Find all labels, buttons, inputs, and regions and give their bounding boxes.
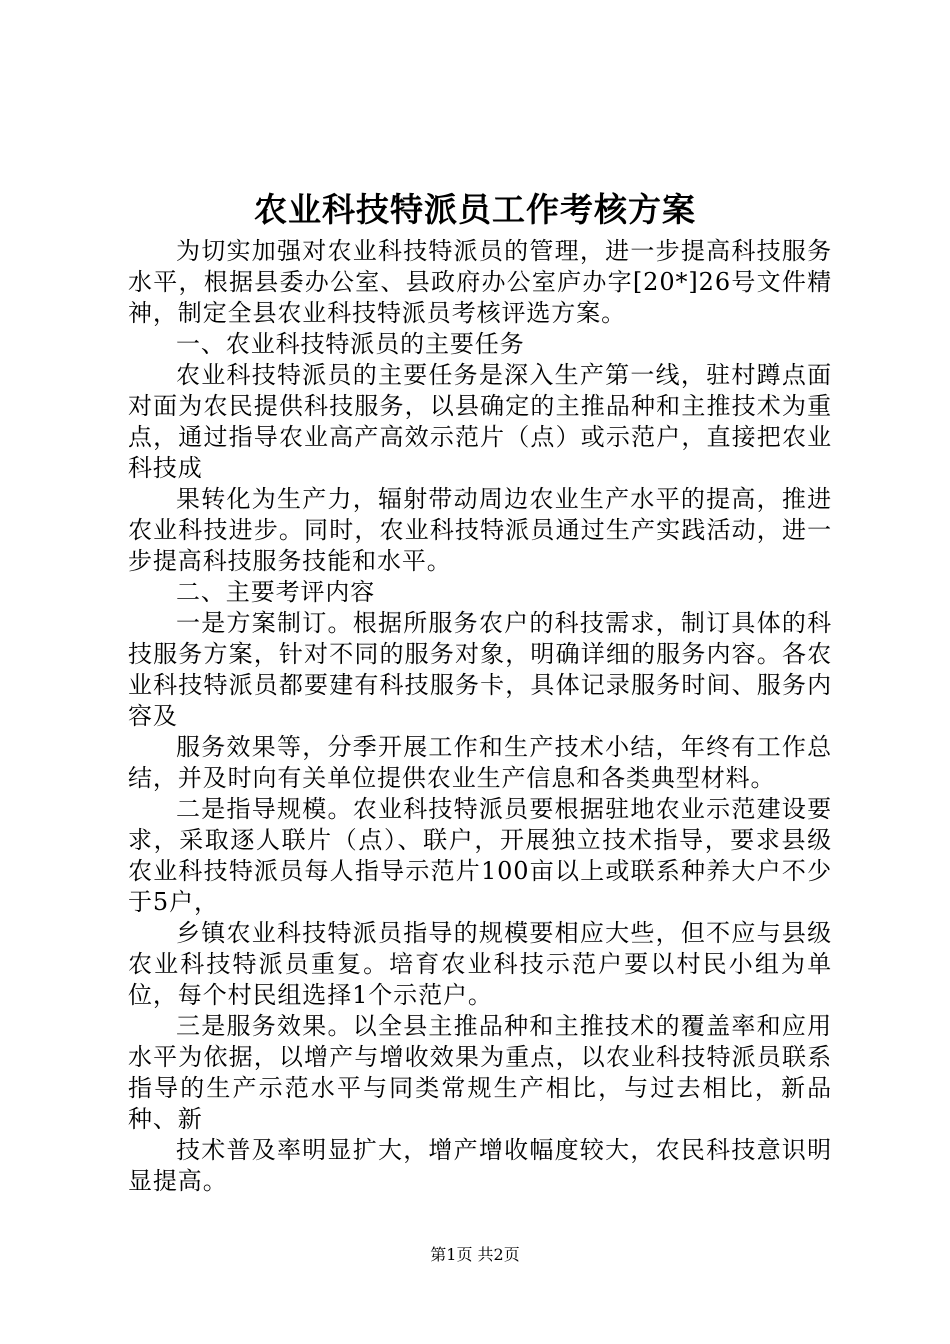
section-heading-evaluation: 二、主要考评内容 (176, 578, 376, 606)
paragraph-plan-2: 服务效果等，分季开展工作和生产技术小结，年终有工作总结，并及时向有关单位提供农业生产信息和各类典型材料。 (128, 733, 832, 792)
paragraph-effect-2: 技术普及率明显扩大，增产增收幅度较大，农民科技意识明显提高。 (128, 1136, 832, 1195)
paragraph-intro: 为切实加强对农业科技特派员的管理，进一步提高科技服务水平，根据县委办公室、县政府办公室庐办字[20*]26号文件精神，制定全县农业科技特派员考核评选方案。 (128, 237, 832, 327)
paragraph-effect-1: 三是服务效果。以全县主推品种和主推技术的覆盖率和应用水平为依据，以增产与增收效果为重点，以农业科技特派员联系指导的生产示范水平与同类常规生产相比，与过去相比，新品种、新 (128, 1012, 832, 1133)
paragraph-plan-1: 一是方案制订。根据所服务农户的科技需求，制订具体的科技服务方案，针对不同的服务对象，明确详细的服务内容。各农业科技特派员都要建有科技服务卡，具体记录服务时间、服务内容及 (128, 609, 832, 730)
section-heading-tasks: 一、农业科技特派员的主要任务 (176, 330, 525, 358)
document-title: 农业科技特派员工作考核方案 (254, 190, 696, 229)
paragraph-tasks-1: 农业科技特派员的主要任务是深入生产第一线，驻村蹲点面对面为农民提供科技服务，以县确定的主推品种和主推技术为重点，通过指导农业高产高效示范片（点）或示范户，直接把农业科技成 (128, 361, 832, 482)
paragraph-scale-1: 二是指导规模。农业科技特派员要根据驻地农业示范建设要求，采取逐人联片（点）、联户，开展独立技术指导，要求县级农业科技特派员每人指导示范片100亩以上或联系种养大户不少于5户， (128, 795, 832, 916)
paragraph-scale-2: 乡镇农业科技特派员指导的规模要相应大些，但不应与县级农业科技特派员重复。培育农业科技示范户要以村民小组为单位，每个村民组选择1个示范户。 (128, 919, 832, 1009)
paragraph-tasks-2: 果转化为生产力，辐射带动周边农业生产水平的提高，推进农业科技进步。同时，农业科技特派员通过生产实践活动，进一步提高科技服务技能和水平。 (128, 485, 832, 575)
document-body (128, 236, 832, 1197)
page-footer: 第1页 共2页 (430, 1245, 520, 1264)
